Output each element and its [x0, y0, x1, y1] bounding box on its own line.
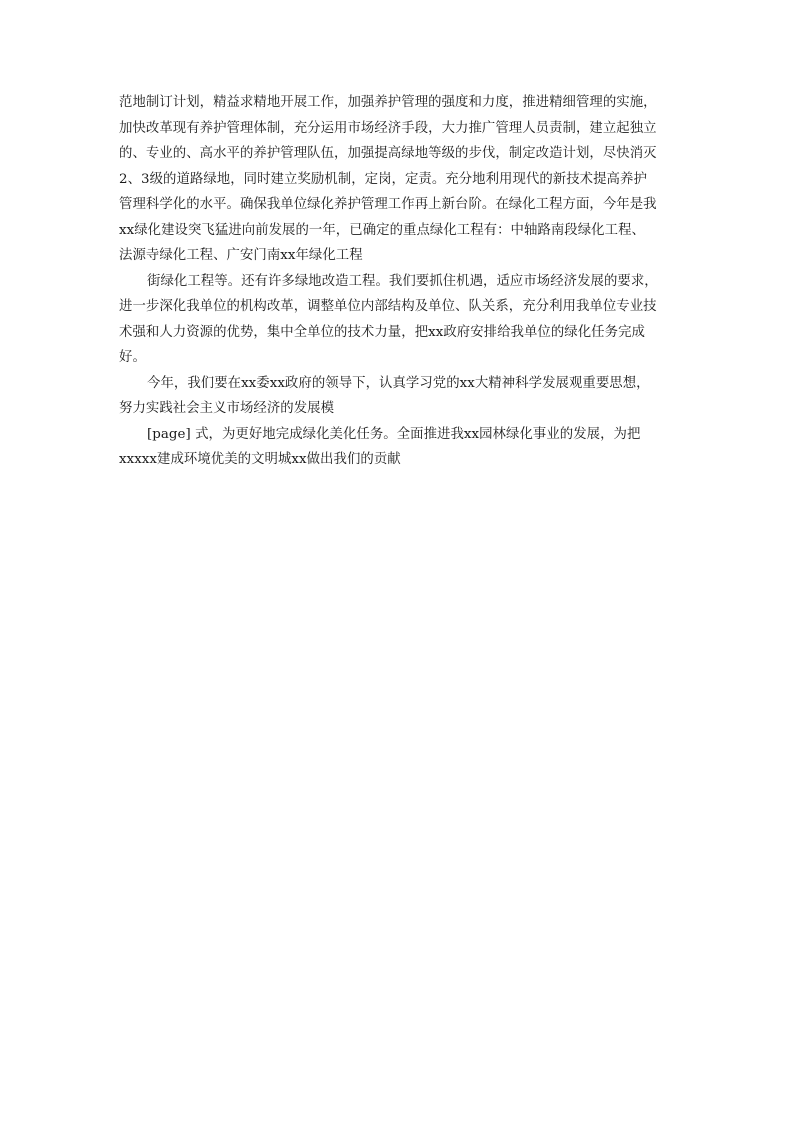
text-line: [page] 式，为更好地完成绿化美化任务。全面推进我xx园林绿化事业的发展，为把	[147, 426, 641, 442]
paragraph-3	[119, 371, 679, 422]
paragraph-4	[119, 422, 679, 473]
document-body	[119, 90, 679, 473]
text-line: 加快改革现有养护管理体制，充分运用市场经济手段，大力推广管理人员责制，建立起独立	[119, 120, 657, 136]
paragraph-1	[119, 90, 679, 269]
text-line: 法源寺绿化工程、广安门南xx年绿化工程	[119, 248, 363, 263]
text-line: 范地制订计划，精益求精地开展工作，加强养护管理的强度和力度，推进精细管理的实施，	[119, 95, 657, 110]
text-line: 好。	[119, 350, 146, 365]
paragraph-2	[119, 269, 679, 371]
text-line: 管理科学化的水平。确保我单位绿化养护管理工作再上新台阶。在绿化工程方面，今年是我	[119, 197, 657, 212]
text-line: 的、专业的、高水平的养护管理队伍，加强提高绿地等级的步伐，制定改造计划，尽快消灭	[119, 146, 657, 161]
text-line: xx绿化建设突飞猛进向前发展的一年，已确定的重点绿化工程有：中轴路南段绿化工程、	[119, 222, 645, 238]
text-line: 2、3级的道路绿地，同时建立奖励机制，定岗，定责。充分地利用现代的新技术提高养护	[119, 171, 647, 187]
text-line: 街绿化工程等。还有许多绿地改造工程。我们要抓住机遇，适应市场经济发展的要求，	[147, 273, 658, 289]
text-line: 努力实践社会主义市场经济的发展模	[119, 401, 335, 416]
text-line: 进一步深化我单位的机构改革，调整单位内部结构及单位、队关系，充分利用我单位专业技	[119, 299, 657, 314]
text-line: 今年，我们要在xx委xx政府的领导下，认真学习党的xx大精神科学发展观重要思想，	[147, 375, 650, 391]
text-line: 术强和人力资源的优势，集中全单位的技术力量，把xx政府安排给我单位的绿化任务完成	[119, 324, 645, 340]
text-line: xxxxx建成环境优美的文明城xx做出我们的贡献	[119, 452, 401, 467]
